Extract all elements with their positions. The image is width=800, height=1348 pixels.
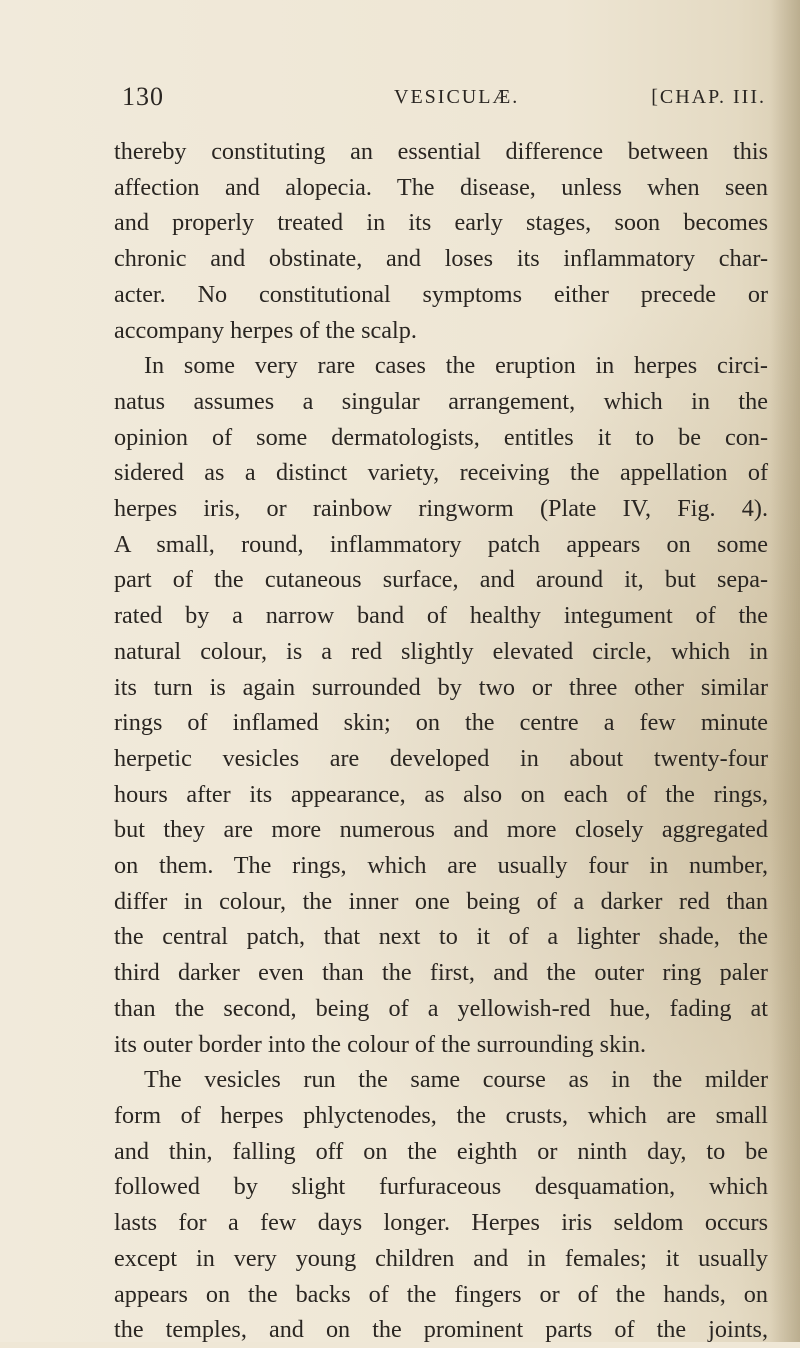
text-line: herpes iris, or rainbow ringworm (Plate IV, Fig. 4). [114,495,768,523]
text-line: than the second, being of a yellowish-red hue, fading at [114,994,768,1022]
text-line: affection and alopecia. The disease, unless when seen [114,173,768,201]
text-line: sidered as a distinct variety, receiving the appellation of [114,459,768,487]
text-line: part of the cutaneous surface, and around it, but sepa- [114,566,768,594]
text-line: the temples, and on the prominent parts of the joints, [114,1316,768,1344]
text-line: and properly treated in its early stages, soon becomes [114,209,768,237]
text-line: opinion of some dermatologists, entitles it to be con- [114,423,768,451]
text-line: third darker even than the first, and the outer ring paler [114,959,768,987]
text-line: thereby constituting an essential difference between this [114,138,768,165]
text-line: chronic and obstinate, and loses its inflammatory char- [114,245,768,273]
body-text [114,134,768,1348]
text-line: natus assumes a singular arrangement, which in the [114,387,768,415]
chapter-label: [CHAP. III. [651,86,766,108]
page-header [122,82,766,116]
text-line: form of herpes phlyctenodes, the crusts, which are small [114,1101,768,1129]
text-line: its turn is again surrounded by two or three other similar [114,673,768,701]
text-line: rings of inflamed skin; on the centre a few minute [114,709,768,737]
text-line: the central patch, that next to it of a lighter shade, the [114,923,768,951]
text-line: acter. No constitutional symptoms either precede or [114,280,768,308]
text-line: except in very young children and in females; it usually [114,1244,768,1272]
text-line: differ in colour, the inner one being of a darker red than [114,887,768,915]
text-line: rated by a narrow band of healthy integument of the [114,602,768,630]
text-line: its outer border into the colour of the surrounding skin. [114,1030,647,1058]
text-line: The vesicles run the same course as in the milder [144,1066,768,1094]
text-line: appears on the backs of the fingers or of the hands, on [114,1280,768,1308]
text-line: A small, round, inflammatory patch appears on some [114,530,768,558]
text-line: accompany herpes of the scalp. [114,316,417,344]
text-line: lasts for a few days longer. Herpes iris seldom occurs [114,1209,768,1237]
running-head: VESICULÆ. [394,86,520,108]
text-line: but they are more numerous and more closely aggregated [114,816,768,844]
text-line: natural colour, is a red slightly elevated circle, which in [114,637,768,665]
text-line: In some very rare cases the eruption in herpes circi- [144,352,768,380]
text-line: on them. The rings, which are usually four in number, [114,852,768,880]
page-edge-shadow [770,0,800,1342]
text-line: herpetic vesicles are developed in about twenty-four [114,744,768,772]
text-line: and thin, falling off on the eighth or ninth day, to be [114,1137,768,1165]
text-line: followed by slight furfuraceous desquamation, which [114,1173,768,1201]
text-line: hours after its appearance, as also on each of the rings, [114,780,768,808]
page-number: 130 [122,82,164,111]
